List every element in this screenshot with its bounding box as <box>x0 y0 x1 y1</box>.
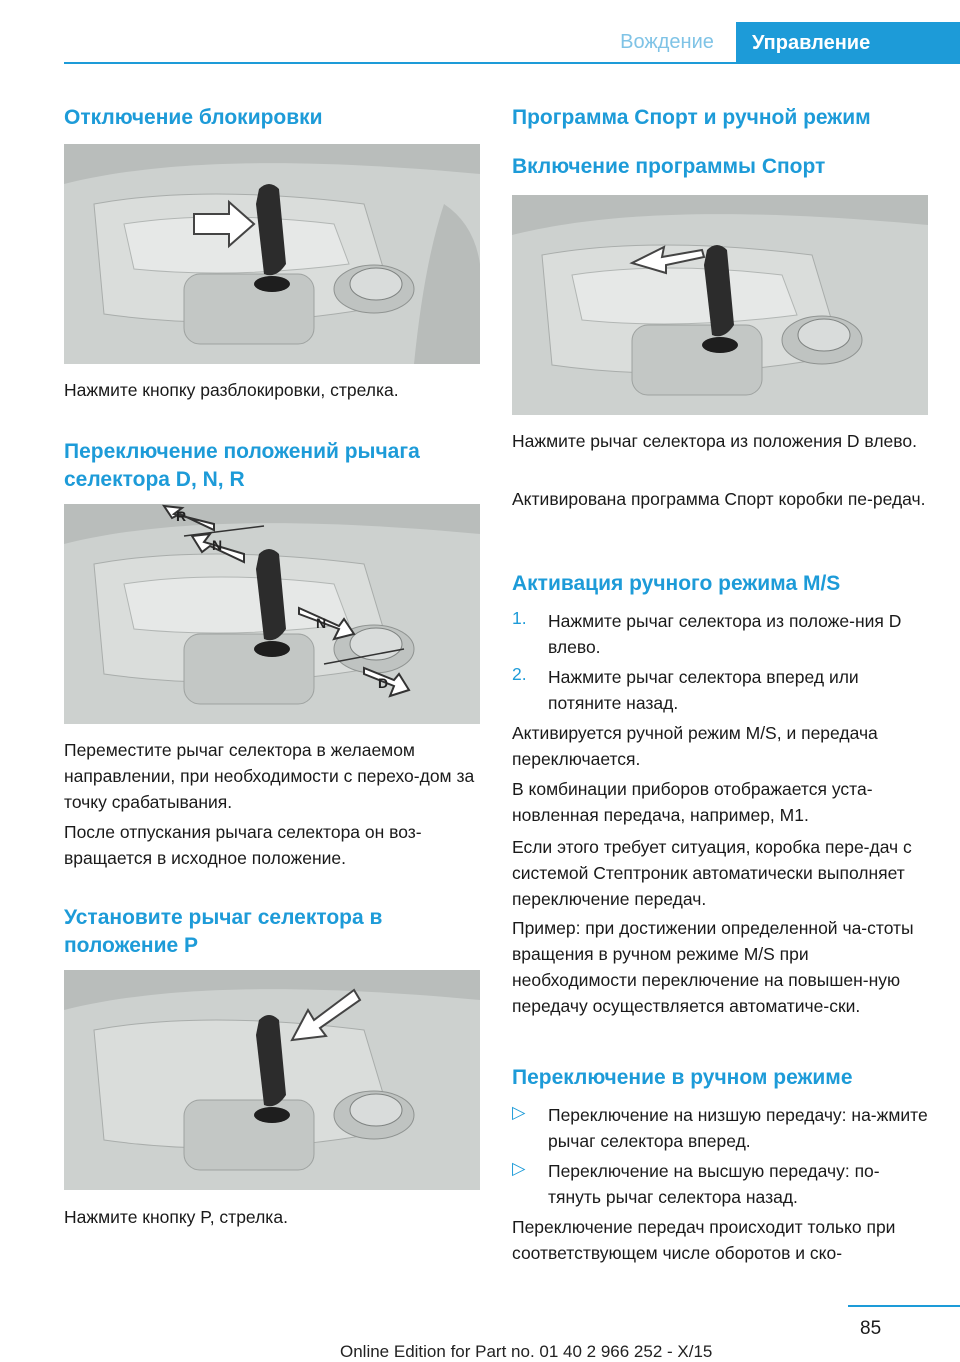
heading-shift-positions: Переключение положений рычага селектора D, N, R <box>64 440 420 491</box>
text-lever-returns: После отпускания рычага селектора он воз‐вращается в исходное положение. <box>64 822 422 868</box>
heading-activate-manual: Активация ручного режима M/S <box>512 572 841 595</box>
text-shift-instruction: Переместите рычаг селектора в желаемом направлении, при необходимости с перехо‐дом за точку срабатывания. <box>64 740 475 812</box>
gear-lever-illustration <box>64 970 480 1190</box>
heading-set-park: Установите рычаг селектора в положение P <box>64 906 383 957</box>
step-text: Нажмите рычаг селектора из положе‐ния D влево. <box>548 611 902 657</box>
page-number: 85 <box>860 1318 882 1339</box>
gear-lever-illustration <box>512 195 928 415</box>
heading-unlock: Отключение блокировки <box>64 106 323 129</box>
step-number: 1. <box>512 608 527 628</box>
bullet-text: Переключение на высшую передачу: по‐тянуть рычаг селектора назад. <box>548 1161 880 1207</box>
text-gear-display: В комбинации приборов отображается уста‐новленная передача, например, M1. <box>512 779 873 825</box>
text-example: Пример: при достижении определенной ча‐стоты вращения в ручном режиме M/S при необходимости переключение на повышен‐ную передачу осуществляется автоматиче‐ски. <box>512 918 914 1016</box>
step-text: Нажмите рычаг селектора вперед или потяните назад. <box>548 667 859 713</box>
heading-sport-manual: Программа Спорт и ручной режим <box>512 106 871 129</box>
text-park-instruction: Нажмите кнопку P, стрелка. <box>64 1207 288 1227</box>
text-sport-activated: Активирована программа Спорт коробки пе‐редач. <box>512 489 926 509</box>
gear-lever-illustration <box>64 504 480 724</box>
figure-unlock-button <box>64 144 480 364</box>
figure-sport-program <box>512 195 928 415</box>
label-n-up: N <box>212 537 223 553</box>
text-steptronic: Если этого требует ситуация, коробка пере‐дач с системой Стептроник автоматически выполняет переключение передач. <box>512 837 912 909</box>
label-n-down: N <box>316 615 327 631</box>
label-d: D <box>378 675 389 691</box>
figure-park-button <box>64 970 480 1190</box>
header-rule <box>64 62 960 64</box>
footer-rule <box>848 1305 960 1307</box>
heading-manual-shifting: Переключение в ручном режиме <box>512 1066 853 1089</box>
header-section-tab[interactable]: Управление <box>736 22 960 64</box>
bullet-triangle-icon: ▷ <box>512 1102 526 1122</box>
text-shift-condition: Переключение передач происходит только при соответствующем числе оборотов и ско‐ <box>512 1217 896 1263</box>
figure-shift-d-n-r <box>64 504 480 724</box>
text-manual-activated: Активируется ручной режим M/S, и передача переключается. <box>512 723 878 769</box>
gear-lever-illustration <box>64 144 480 364</box>
footer-edition: Online Edition for Part no. 01 40 2 966 252 - X/15 <box>340 1342 713 1361</box>
label-r: R <box>176 508 187 524</box>
text-sport-instruction: Нажмите рычаг селектора из положения D влево. <box>512 431 917 451</box>
header-chapter-tab[interactable]: Вождение <box>620 30 714 53</box>
bullet-text: Переключение на низшую передачу: на‐жмите рычаг селектора вперед. <box>548 1105 928 1151</box>
step-number: 2. <box>512 664 527 684</box>
bullet-triangle-icon: ▷ <box>512 1158 526 1178</box>
heading-enable-sport: Включение программы Спорт <box>512 155 826 178</box>
text-unlock-instruction: Нажмите кнопку разблокировки, стрелка. <box>64 380 399 400</box>
